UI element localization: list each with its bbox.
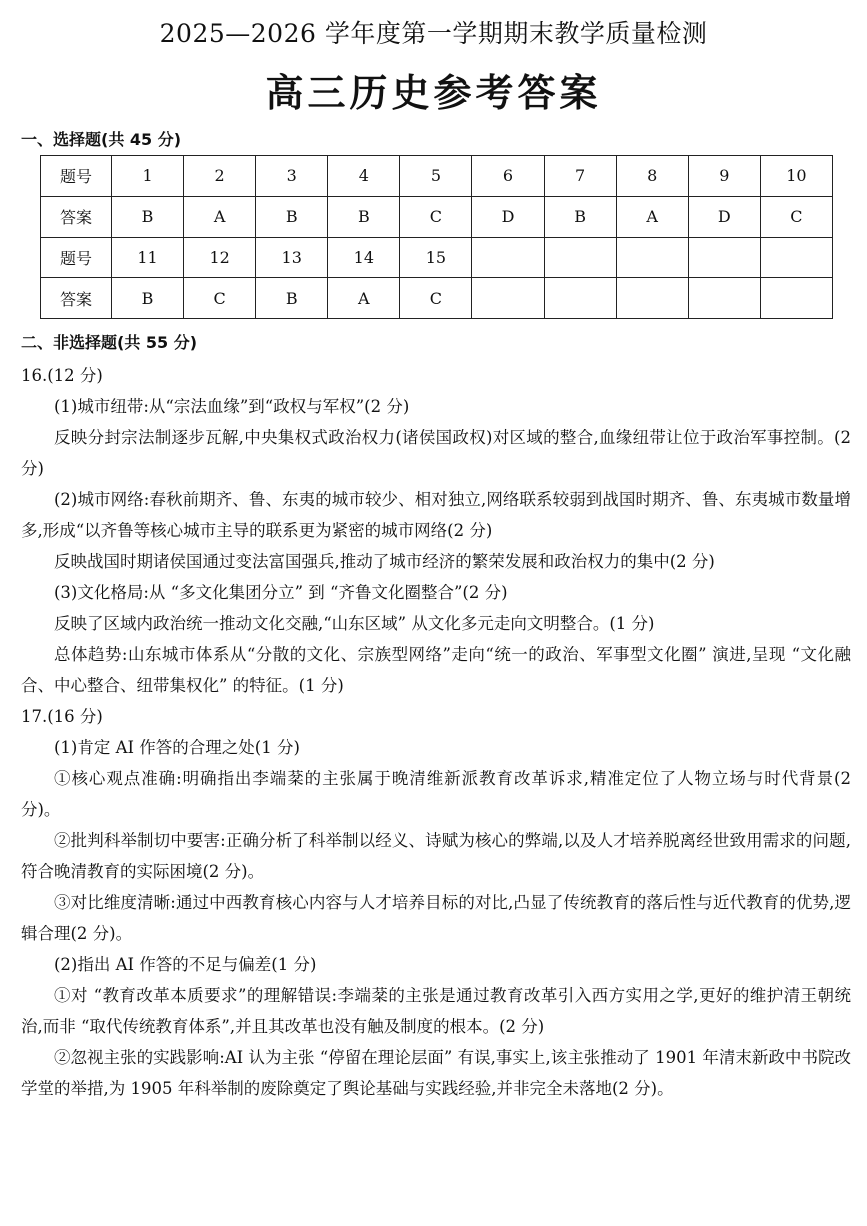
q16-part3-answer: 反映了区域内政治统一推动文化交融,“山东区域” 从文化多元走向文明整合。(1 分) [54, 614, 655, 633]
question-number: 2 [184, 156, 256, 197]
question-number: 1 [112, 156, 184, 197]
question-number: 14 [328, 237, 400, 278]
q17-number: 17.(16 分) [21, 707, 103, 726]
answer-cell: B [256, 278, 328, 319]
answer-cell: B [256, 196, 328, 237]
q16-part1-answer: 反映分封宗法制逐步瓦解,中央集权式政治权力(诸侯国政权)对区域的整合,血缘纽带让位于政治军事控制。(2 分) [21, 428, 851, 478]
q16-part3-heading: (3)文化格局:从 “多文化集团分立” 到 “齐鲁文化圈整合”(2 分) [54, 583, 508, 602]
answer-cell: B [328, 196, 400, 237]
answer-cell: B [544, 196, 616, 237]
question-number: 10 [760, 156, 832, 197]
empty-cell [616, 237, 688, 278]
question-number: 6 [472, 156, 544, 197]
section2-heading: 二、非选择题(共 55 分) [21, 333, 198, 352]
section2-content [21, 360, 851, 1104]
table-row [41, 278, 833, 319]
q17-point-1: ①核心观点准确:明确指出李端棻的主张属于晚清维新派教育改革诉求,精准定位了人物立场与时代背景(2 分)。 [21, 769, 851, 819]
empty-cell [688, 237, 760, 278]
table-row [41, 237, 833, 278]
question-number: 15 [400, 237, 472, 278]
question-number: 11 [112, 237, 184, 278]
answer-cell: D [688, 196, 760, 237]
empty-cell [616, 278, 688, 319]
q16-part2-heading: (2)城市网络:春秋前期齐、鲁、东夷的城市较少、相对独立,网络联系较弱到战国时期齐、鲁、东夷城市数量增多,形成“以齐鲁等核心城市主导的联系更为紧密的城市网络(2 分) [21, 490, 851, 540]
q17-part2-heading: (2)指出 AI 作答的不足与偏差(1 分) [54, 955, 317, 974]
table-row [41, 196, 833, 237]
question-number: 12 [184, 237, 256, 278]
q16-part1-heading: (1)城市纽带:从“宗法血缘”到“政权与军权”(2 分) [54, 397, 410, 416]
q17-flaw-2: ②忽视主张的实践影响:AI 认为主张 “停留在理论层面” 有误,事实上,该主张推动了 1901 年清末新政中书院改学堂的举措,为 1905 年科举制的废除奠定了舆论基础与实践经验,并非完全未落地(2 分)。 [21, 1048, 851, 1098]
row-label-question: 题号 [41, 237, 112, 278]
empty-cell [472, 237, 544, 278]
empty-cell [544, 237, 616, 278]
table-row [41, 156, 833, 197]
question-number: 3 [256, 156, 328, 197]
answer-cell: C [760, 196, 832, 237]
question-number: 4 [328, 156, 400, 197]
subject-title: 高三历史参考答案 [265, 71, 602, 115]
answer-cell: C [184, 278, 256, 319]
answer-cell: C [400, 196, 472, 237]
row-label-answer: 答案 [41, 278, 112, 319]
q16-overall-trend: 总体趋势:山东城市体系从“分散的文化、宗族型网络”走向“统一的政治、军事型文化圈” 演进,呈现 “文化融合、中心整合、纽带集权化” 的特征。(1 分) [21, 645, 851, 695]
q17-part1-heading: (1)肯定 AI 作答的合理之处(1 分) [54, 738, 300, 757]
answer-cell: C [400, 278, 472, 319]
q17-point-2: ②批判科举制切中要害:正确分析了科举制以经义、诗赋为核心的弊端,以及人才培养脱离经世致用需求的问题,符合晚清教育的实际困境(2 分)。 [21, 831, 851, 881]
section1-heading: 一、选择题(共 45 分) [21, 130, 182, 149]
q17-flaw-1: ①对 “教育改革本质要求”的理解错误:李端棻的主张是通过教育改革引入西方实用之学,更好的维护清王朝统治,而非 “取代传统教育体系”,并且其改革也没有触及制度的根本。(2 分) [21, 986, 851, 1036]
q16-number: 16.(12 分) [21, 366, 103, 385]
answer-table [40, 155, 833, 319]
answer-cell: B [112, 278, 184, 319]
question-number: 8 [616, 156, 688, 197]
empty-cell [472, 278, 544, 319]
exam-title: 2025—2026 学年度第一学期期末教学质量检测 [159, 19, 708, 48]
q17-point-3: ③对比维度清晰:通过中西教育核心内容与人才培养目标的对比,凸显了传统教育的落后性与近代教育的优势,逻辑合理(2 分)。 [21, 893, 851, 943]
row-label-answer: 答案 [41, 196, 112, 237]
question-number: 9 [688, 156, 760, 197]
empty-cell [760, 237, 832, 278]
q16-part2-answer: 反映战国时期诸侯国通过变法富国强兵,推动了城市经济的繁荣发展和政治权力的集中(2 分) [54, 552, 715, 571]
answer-cell: A [328, 278, 400, 319]
empty-cell [688, 278, 760, 319]
answer-cell: A [184, 196, 256, 237]
question-number: 5 [400, 156, 472, 197]
empty-cell [760, 278, 832, 319]
row-label-question: 题号 [41, 156, 112, 197]
question-number: 13 [256, 237, 328, 278]
empty-cell [544, 278, 616, 319]
answer-cell: D [472, 196, 544, 237]
answer-cell: B [112, 196, 184, 237]
question-number: 7 [544, 156, 616, 197]
answer-cell: A [616, 196, 688, 237]
